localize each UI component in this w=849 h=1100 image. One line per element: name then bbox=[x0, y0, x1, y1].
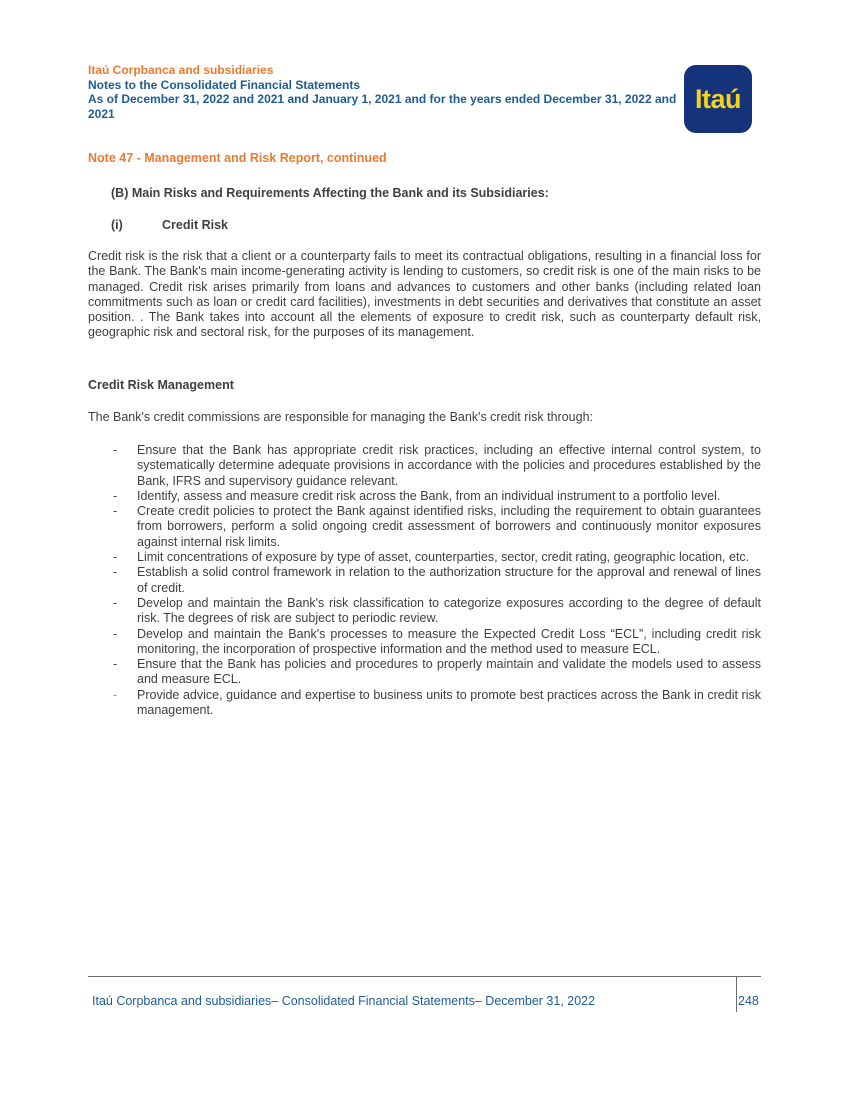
list-item bbox=[88, 688, 761, 719]
list-item-text: Limit concentrations of exposure by type of asset, counterparties, sector, credit rating, geographic location, etc. bbox=[137, 550, 750, 565]
list-item-text: Ensure that the Bank has policies and procedures to properly maintain and validate the models used to assess and measure ECL. bbox=[137, 657, 761, 687]
subsection-title bbox=[111, 218, 228, 232]
page-number: 248 bbox=[738, 994, 759, 1008]
intro-paragraph: The Bank's credit commissions are responsible for managing the Bank's credit risk through: bbox=[88, 410, 594, 424]
bullet-dash: - bbox=[113, 488, 118, 503]
list-item bbox=[88, 657, 761, 688]
bullet-dash: - bbox=[113, 626, 118, 641]
bullet-dash: - bbox=[113, 504, 118, 519]
header-notes: Notes to the Consolidated Financial Statements bbox=[88, 77, 361, 92]
section-title: (B) Main Risks and Requirements Affecting the Bank and its Subsidiaries: bbox=[111, 186, 549, 200]
footer-text: Itaú Corpbanca and subsidiaries– Consolidated Financial Statements– December 31, 2022 bbox=[92, 994, 596, 1008]
list-item-text: Develop and maintain the Bank's processes to measure the Expected Credit Loss “ECL”, including credit risk monitoring, the incorporation of prospective information and the method used to measure ECL. bbox=[137, 626, 761, 656]
list-item-text: Provide advice, guidance and expertise to business units to promote best practices across the Bank in credit risk management. bbox=[137, 687, 761, 718]
footer-vertical-divider bbox=[736, 976, 737, 1012]
itau-logo bbox=[684, 65, 752, 133]
bullet-dash: - bbox=[113, 657, 118, 672]
subsection-number: (i) bbox=[111, 218, 123, 232]
list-item-text: Establish a solid control framework in relation to the authorization structure for the approval and renewal of lines of credit. bbox=[137, 565, 761, 595]
credit-risk-management-title: Credit Risk Management bbox=[88, 378, 234, 392]
list-item bbox=[88, 550, 761, 565]
page-header bbox=[88, 63, 688, 121]
bullet-dash: - bbox=[113, 687, 118, 702]
list-item-text: Identify, assess and measure credit risk across the Bank, from an individual instrument to a portfolio level. bbox=[137, 488, 721, 503]
note-title: Note 47 - Management and Risk Report, continued bbox=[88, 151, 387, 165]
credit-risk-paragraph: Credit risk is the risk that a client or a counterparty fails to meet its contractual obligations, resulting in a financial loss for the Bank. The Bank's main income-generating activity is lending to customers, so credit risk is one of the main risks to be managed. Credit risk arises primarily from loans and advances to customers and other banks (including related loan commitments such as loan or credit card facilities), investments in debt securities and derivatives that constitute an asset position. . The Bank takes into account all the elements of exposure to credit risk, such as counterparty default risk, geographic risk and sectoral risk, for the purposes of its management. bbox=[88, 249, 761, 340]
list-item bbox=[88, 627, 761, 658]
footer-divider bbox=[88, 976, 761, 977]
list-item-text: Ensure that the Bank has appropriate credit risk practices, including an effective internal control system, to systematically determine adequate provisions in accordance with the policies and procedures established by the Bank, IFRS and supervisory guidance relevant. bbox=[137, 443, 761, 488]
bullet-dash: - bbox=[113, 550, 118, 565]
responsibilities-list bbox=[88, 443, 761, 718]
bullet-dash: - bbox=[113, 565, 118, 580]
list-item bbox=[88, 565, 761, 596]
header-company: Itaú Corpbanca and subsidiaries bbox=[88, 63, 274, 77]
bullet-dash: - bbox=[113, 443, 118, 457]
subsection-label: Credit Risk bbox=[162, 218, 228, 232]
list-item bbox=[88, 489, 761, 504]
logo-text: Itaú bbox=[694, 83, 741, 114]
list-item-text: Develop and maintain the Bank's risk classification to categorize exposures according to the degree of default risk. The degrees of risk are subject to periodic review. bbox=[137, 595, 761, 626]
list-item bbox=[88, 504, 761, 550]
header-period: As of December 31, 2022 and 2021 and January 1, 2021 and for the years ended December 31, 2022 and 2021 bbox=[88, 92, 677, 121]
list-item-text: Create credit policies to protect the Bank against identified risks, including the requirement to obtain guarantees from borrowers, perform a solid ongoing credit assessment of borrowers and continuously monitor exposures against internal risk limits. bbox=[137, 504, 761, 549]
list-item bbox=[88, 596, 761, 627]
bullet-dash: - bbox=[113, 595, 118, 610]
list-item bbox=[88, 443, 761, 489]
